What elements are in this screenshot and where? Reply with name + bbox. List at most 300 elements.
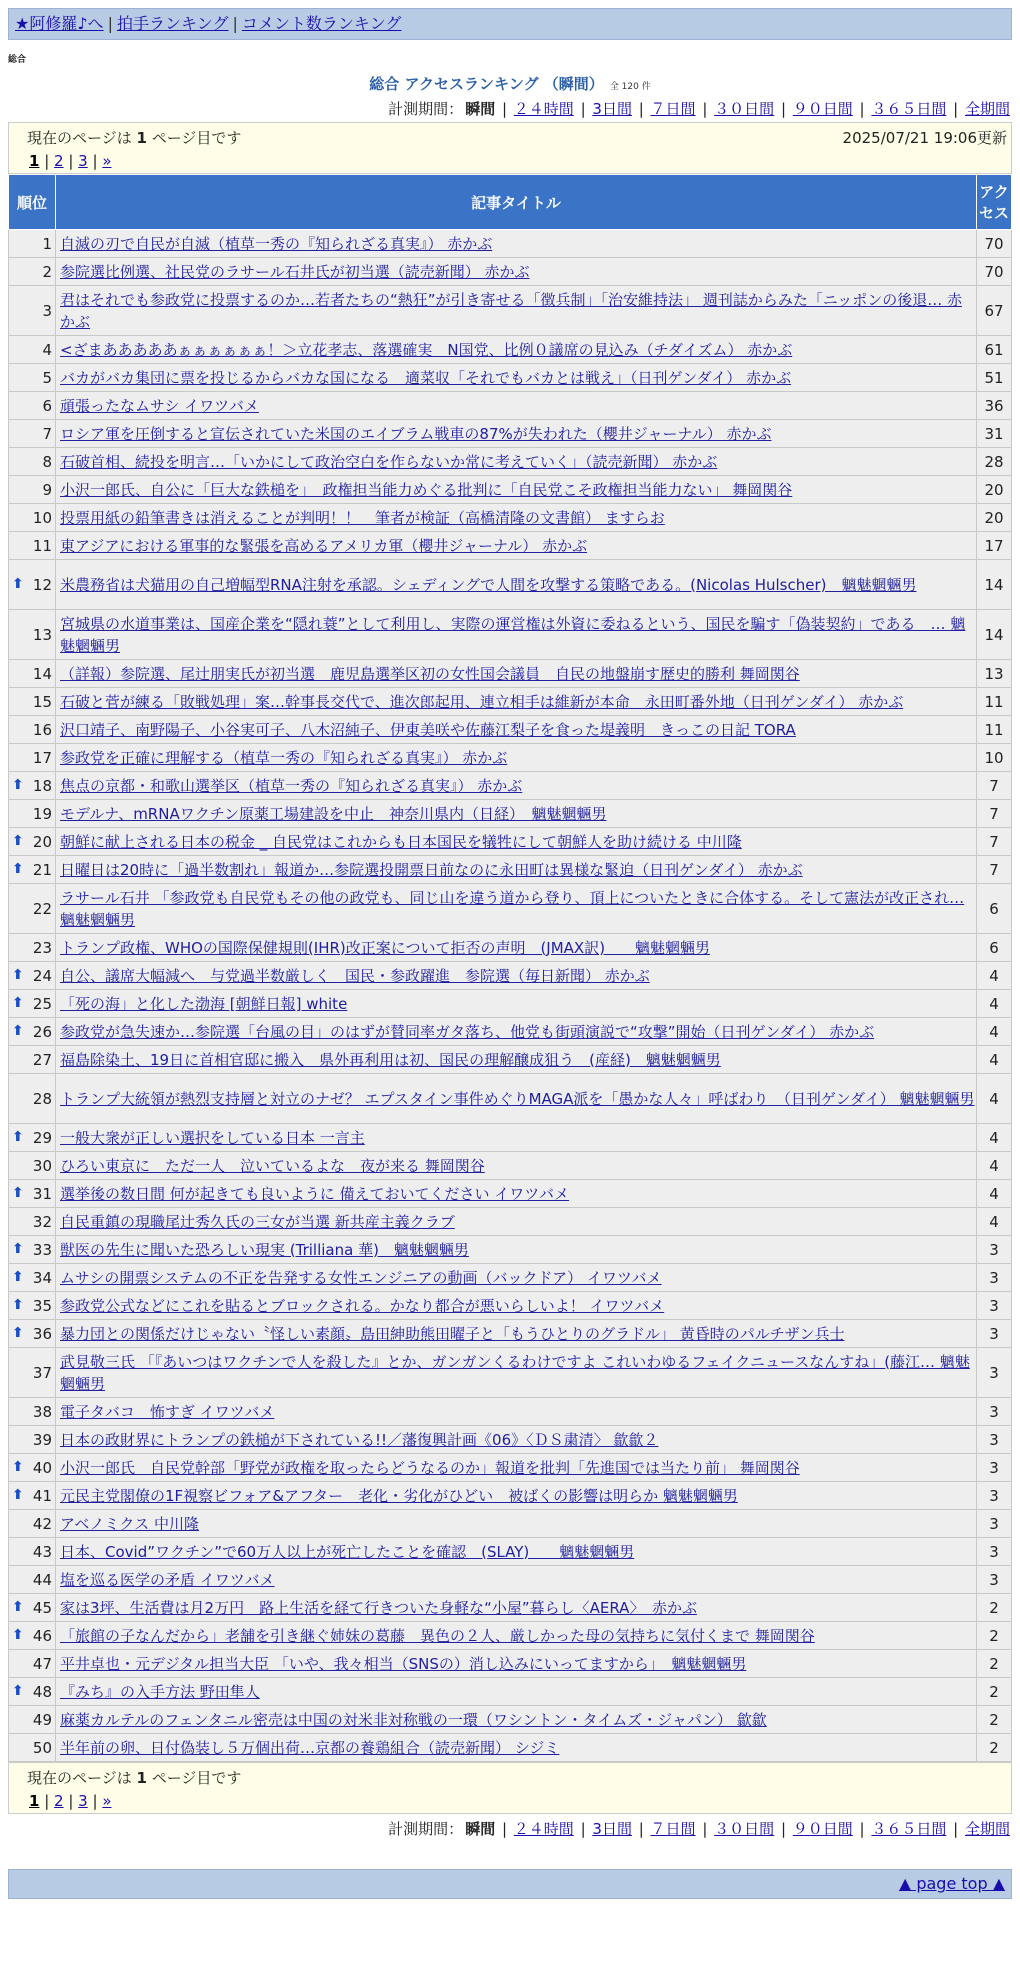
next-page-link[interactable]: »: [102, 152, 112, 170]
rank-cell: [9, 884, 56, 934]
rank-up-arrow-icon: ⬆: [12, 1296, 24, 1313]
article-link[interactable]: 日本の政財界にトランプの鉄槌が下されている!!／藩復興計画《06》〈ＤＳ粛清〉 歙歙２: [60, 1430, 659, 1449]
article-link[interactable]: 平井卓也・元デジタル担当大臣 「いや、我々相当（SNSの）消し込みにいってますから」 魑魅魍魎男: [60, 1654, 747, 1673]
period-option[interactable]: ２４時間: [513, 100, 574, 118]
table-row: [9, 1706, 1012, 1734]
title-cell: [56, 1538, 977, 1566]
access-count: 17: [977, 532, 1012, 560]
article-link[interactable]: 石破首相、続投を明言…「いかにして政治空白を作らないか常に考えていく」（読売新聞） 赤かぶ: [60, 452, 718, 471]
period-option[interactable]: 全期間: [964, 100, 1010, 118]
table-row: [9, 1398, 1012, 1426]
title-cell: [56, 476, 977, 504]
access-count: 28: [977, 448, 1012, 476]
article-link[interactable]: 石破と菅が練る「敗戦処理」案…幹事長交代で、進次郎起用、連立相手は維新が本命 永田町番外地（日刊ゲンダイ） 赤かぶ: [60, 692, 904, 711]
access-count: 61: [977, 336, 1012, 364]
article-link[interactable]: 半年前の卵、日付偽装し５万個出荷…京都の養鶏組合（読売新聞） シジミ: [60, 1738, 560, 1757]
access-count: 4: [977, 1124, 1012, 1152]
rank-cell: [9, 420, 56, 448]
title-cell: [56, 1046, 977, 1074]
title-cell: [56, 1236, 977, 1264]
period-selector-top: 計測期間： 瞬間 | ２４時間 | 3日間 | ７日間 | ３０日間 | ９０日間 | ３６５日間 | 全期間: [388, 100, 1010, 118]
access-count: 3: [977, 1510, 1012, 1538]
access-count: 4: [977, 990, 1012, 1018]
table-row: [9, 1454, 1012, 1482]
article-link[interactable]: モデルナ、mRNAワクチン原薬工場建設を中止 神奈川県内（日経） 魑魅魍魎男: [60, 804, 607, 823]
rank-number: 23: [32, 938, 52, 957]
rank-cell: [9, 772, 56, 800]
table-row: [9, 610, 1012, 660]
ranking-table: [8, 174, 1012, 1762]
table-row: [9, 1566, 1012, 1594]
table-row: [9, 800, 1012, 828]
access-count: 3: [977, 1482, 1012, 1510]
article-link[interactable]: 米農務省は犬猫用の自己増幅型RNA注射を承認。シェディングで人間を攻撃する策略である。(Nicolas Hulscher) 魑魅魍魎男: [60, 575, 917, 594]
table-row: [9, 1320, 1012, 1348]
title-cell: [56, 1320, 977, 1348]
access-count: 7: [977, 772, 1012, 800]
article-link[interactable]: 朝鮮に献上される日本の税金 _ 自民党はこれからも日本国民を犠牲にして朝鮮人を助け続ける 中川隆: [60, 832, 742, 851]
rank-number: 39: [32, 1430, 52, 1449]
table-row: [9, 772, 1012, 800]
article-link[interactable]: ラサール石井 「参政党も自民党もその他の政党も、同じ山を違う道から登り、頂上についたときに合体する。そして憲法が改正され… 魑魅魍魎男: [60, 888, 965, 929]
title-cell: [56, 1292, 977, 1320]
rank-number: 36: [32, 1324, 52, 1343]
table-row: [9, 1348, 1012, 1398]
article-link[interactable]: 参政党公式などにこれを貼るとブロックされる。かなり都合が悪いらしいよ！ イワツバメ: [60, 1296, 665, 1315]
rank-cell: [9, 1018, 56, 1046]
page-link[interactable]: 1: [29, 1792, 40, 1810]
rank-cell: [9, 660, 56, 688]
period-option: 瞬間: [465, 100, 496, 118]
period-option[interactable]: ９０日間: [792, 1820, 853, 1838]
table-row: [9, 934, 1012, 962]
access-count: 10: [977, 744, 1012, 772]
rank-number: 12: [32, 575, 52, 594]
rank-number: 17: [32, 748, 52, 767]
access-count: 3: [977, 1454, 1012, 1482]
table-row: [9, 660, 1012, 688]
access-count: 4: [977, 1152, 1012, 1180]
period-label: 計測期間：: [388, 1820, 464, 1838]
access-count: 70: [977, 230, 1012, 258]
rank-number: 50: [32, 1738, 52, 1757]
rank-cell: [9, 962, 56, 990]
table-row: [9, 504, 1012, 532]
article-link[interactable]: トランプ政権、WHOの国際保健規則(IHR)改正案について拒否の声明 (JMAX訳) 魑魅魍魎男: [60, 938, 711, 957]
article-link[interactable]: ひろい東京に ただ一人 泣いているよな 夜が来る 舞岡関谷: [60, 1156, 485, 1175]
page-link[interactable]: 1: [29, 152, 40, 170]
rank-number: 14: [32, 664, 52, 683]
rank-number: 49: [32, 1710, 52, 1729]
rank-cell: [9, 1454, 56, 1482]
title-cell: [56, 884, 977, 934]
rank-cell: [9, 336, 56, 364]
footer-bar: [8, 1869, 1012, 1899]
rank-number: 3: [42, 301, 52, 320]
article-link[interactable]: 日曜日は20時に「過半数割れ」報道か…参院選投開票日前なのに永田町は異様な緊迫（日刊ゲンダイ） 赤かぶ: [60, 860, 803, 879]
page-title: 総合 アクセスランキング （瞬間）: [369, 75, 604, 93]
article-link[interactable]: 頑張ったなムサシ イワツバメ: [60, 396, 259, 415]
rank-up-arrow-icon: ⬆: [12, 860, 24, 877]
title-cell: [56, 286, 977, 336]
article-link[interactable]: 「旅館の子なんだから」老舗を引き継ぐ姉妹の葛藤 異色の２人、厳しかった母の気持ちに気付くまで 舞岡関谷: [60, 1626, 815, 1645]
pagination: 1 | 2 | 3 | »: [29, 152, 112, 170]
title-cell: [56, 1678, 977, 1706]
rank-number: 46: [32, 1626, 52, 1645]
title-header: 記事タイトル: [56, 175, 977, 230]
article-link[interactable]: 一般大衆が正しい選択をしている日本 一言主: [60, 1128, 365, 1147]
article-link[interactable]: 参政党が急失速か…参院選「台風の目」のはずが賛同率ガタ落ち、他党も街頭演説で“攻撃”開始（日刊ゲンダイ） 赤かぶ: [60, 1022, 875, 1041]
rank-cell: [9, 1348, 56, 1398]
access-count: 2: [977, 1594, 1012, 1622]
access-count: 2: [977, 1678, 1012, 1706]
rank-number: 11: [32, 536, 52, 555]
table-row: [9, 1650, 1012, 1678]
article-link[interactable]: 自公、議席大幅減へ 与党過半数厳しく 国民・参政躍進 参院選（毎日新聞） 赤かぶ: [60, 966, 650, 985]
pagination: 1 | 2 | 3 | »: [29, 1792, 112, 1810]
article-link[interactable]: 参政党を正確に理解する（植草一秀の『知られざる真実』） 赤かぶ: [60, 748, 508, 767]
table-row: [9, 1594, 1012, 1622]
access-count: 3: [977, 1566, 1012, 1594]
table-row: [9, 560, 1012, 610]
access-count: 6: [977, 884, 1012, 934]
table-row: [9, 1236, 1012, 1264]
period-option: 瞬間: [465, 1820, 496, 1838]
table-row: [9, 1734, 1012, 1762]
access-count: 3: [977, 1264, 1012, 1292]
title-cell: [56, 1594, 977, 1622]
rank-cell: [9, 1594, 56, 1622]
page-status: 現在のページは 1 ページ目です: [27, 1769, 242, 1787]
article-link[interactable]: 麻薬カルテルのフェンタニル密売は中国の対米非対称戦の一環（ワシントン・タイムズ・ジャパン） 歙歙: [60, 1710, 767, 1729]
access-count: 7: [977, 828, 1012, 856]
page-top-link[interactable]: ▲ page top ▲: [898, 1874, 1005, 1893]
page-link[interactable]: 3: [78, 1792, 88, 1810]
article-link[interactable]: 電子タバコ 怖すぎ イワツバメ: [60, 1402, 275, 1421]
rank-number: 15: [32, 692, 52, 711]
rank-cell: [9, 856, 56, 884]
title-cell: [56, 1264, 977, 1292]
title-cell: [56, 1454, 977, 1482]
nav-link-2[interactable]: コメント数ランキング: [241, 14, 402, 33]
rank-cell: [9, 1482, 56, 1510]
period-option[interactable]: 3日間: [592, 100, 632, 118]
rank-number: 25: [32, 994, 52, 1013]
period-option[interactable]: ３０日間: [714, 1820, 775, 1838]
article-link[interactable]: 塩を巡る医学の矛盾 イワツバメ: [60, 1570, 275, 1589]
table-row: [9, 364, 1012, 392]
access-count: 4: [977, 962, 1012, 990]
rank-cell: [9, 688, 56, 716]
title-cell: [56, 828, 977, 856]
rank-cell: [9, 1510, 56, 1538]
rank-cell: [9, 1426, 56, 1454]
table-row: [9, 1678, 1012, 1706]
title-cell: [56, 448, 977, 476]
article-link[interactable]: 選挙後の数日間 何が起きても良いように 備えておいてください イワツバメ: [60, 1184, 570, 1203]
period-option[interactable]: ３０日間: [714, 100, 775, 118]
access-count: 13: [977, 660, 1012, 688]
title-cell: [56, 856, 977, 884]
rank-number: 7: [42, 424, 52, 443]
rank-cell: [9, 828, 56, 856]
rank-cell: [9, 1124, 56, 1152]
title-cell: [56, 1180, 977, 1208]
rank-up-arrow-icon: ⬆: [12, 1486, 24, 1503]
article-link[interactable]: 投票用紙の鉛筆書きは消えることが判明！！ 筆者が検証（高橋清隆の文書館） ますらお: [60, 508, 665, 527]
table-row: [9, 258, 1012, 286]
period-option[interactable]: ２４時間: [513, 1820, 574, 1838]
period-option[interactable]: ３６５日間: [871, 100, 947, 118]
table-row: [9, 1292, 1012, 1320]
nav-link-0[interactable]: ★阿修羅♪へ: [15, 14, 104, 33]
article-link[interactable]: トランプ大統領が熱烈支持層と対立のナゼ？ エプスタイン事件めぐりMAGA派を「愚かな人々」呼ばわり （日刊ゲンダイ） 魑魅魍魎男: [60, 1089, 975, 1108]
table-row: [9, 1264, 1012, 1292]
article-link[interactable]: 焦点の京都・和歌山選挙区（植草一秀の『知られざる真実』） 赤かぶ: [60, 776, 523, 795]
rank-number: 9: [42, 480, 52, 499]
access-count: 3: [977, 1320, 1012, 1348]
article-link[interactable]: <ざまあああああぁぁぁぁぁぁ！＞立花孝志、落選確実 N国党、比例０議席の見込み（チダイズム） 赤かぶ: [60, 340, 793, 359]
article-link[interactable]: アベノミクス 中川隆: [60, 1514, 200, 1533]
table-row: [9, 744, 1012, 772]
access-count: 4: [977, 1074, 1012, 1124]
title-cell: [56, 800, 977, 828]
article-link[interactable]: 日本、Covid”ワクチン”で60万人以上が死亡したことを確認 (SLAY) 魑魅魍魎男: [60, 1542, 635, 1561]
rank-number: 40: [32, 1458, 52, 1477]
access-count: 7: [977, 800, 1012, 828]
table-row: [9, 420, 1012, 448]
title-cell: [56, 392, 977, 420]
table-row: [9, 962, 1012, 990]
access-count: 7: [977, 856, 1012, 884]
rank-cell: [9, 392, 56, 420]
access-count: 20: [977, 504, 1012, 532]
rank-cell: [9, 504, 56, 532]
rank-cell: [9, 1292, 56, 1320]
title-cell: [56, 1124, 977, 1152]
article-link[interactable]: 小沢一郎氏 自民党幹部「野党が政権を取ったらどうなるのか」報道を批判「先進国では当たり前」 舞岡関谷: [60, 1458, 800, 1477]
rank-up-arrow-icon: ⬆: [12, 1268, 24, 1285]
rank-cell: [9, 716, 56, 744]
title-cell: [56, 336, 977, 364]
rank-cell: [9, 230, 56, 258]
table-row: [9, 828, 1012, 856]
nav-separator: |: [107, 14, 113, 33]
title-cell: [56, 1706, 977, 1734]
title-cell: [56, 1426, 977, 1454]
rank-cell: [9, 1046, 56, 1074]
rank-number: 48: [32, 1682, 52, 1701]
period-option[interactable]: ９０日間: [792, 100, 853, 118]
article-link[interactable]: ロシア軍を圧倒すると宣伝されていた米国のエイブラム戦車の87%が失われた（櫻井ジャーナル） 赤かぶ: [60, 424, 772, 443]
rank-up-arrow-icon: ⬆: [12, 832, 24, 849]
access-count: 11: [977, 688, 1012, 716]
rank-number: 45: [32, 1598, 52, 1617]
title-cell: [56, 1566, 977, 1594]
period-selector-bottom: 計測期間： 瞬間 | ２４時間 | 3日間 | ７日間 | ３０日間 | ９０日間 | ３６５日間 | 全期間: [388, 1820, 1010, 1838]
rank-number: 42: [32, 1514, 52, 1533]
period-option[interactable]: 全期間: [964, 1820, 1010, 1838]
rank-number: 31: [32, 1184, 52, 1203]
article-link[interactable]: バカがバカ集団に票を投じるからバカな国になる 適菜収「それでもバカとは戦え」（日刊ゲンダイ） 赤かぶ: [60, 368, 792, 387]
title-cell: [56, 1734, 977, 1762]
title-cell: [56, 1152, 977, 1180]
page-link[interactable]: 2: [54, 1792, 64, 1810]
rank-cell: [9, 800, 56, 828]
rank-up-arrow-icon: ⬆: [12, 1682, 24, 1699]
article-link[interactable]: 『みち』の入手方法 野田隼人: [60, 1682, 260, 1701]
article-link[interactable]: ムサシの開票システムの不正を告発する女性エンジニアの動画（バックドア） イワツバメ: [60, 1268, 662, 1287]
rank-number: 41: [32, 1486, 52, 1505]
category-label: 総合: [8, 55, 27, 65]
title-cell: [56, 560, 977, 610]
rank-cell: [9, 1706, 56, 1734]
page-link[interactable]: 3: [78, 152, 88, 170]
period-option[interactable]: ３６５日間: [871, 1820, 947, 1838]
table-row: [9, 532, 1012, 560]
rank-number: 32: [32, 1212, 52, 1231]
article-link[interactable]: 自民重鎮の現職尾辻秀久氏の三女が当選 新共産主義クラブ: [60, 1212, 455, 1231]
table-row: [9, 476, 1012, 504]
rank-number: 33: [32, 1240, 52, 1259]
article-link[interactable]: 小沢一郎氏、自公に「巨大な鉄槌を」 政権担当能力めぐる批判に「自民党こそ政権担当能力ない」 舞岡関谷: [60, 480, 793, 499]
access-count: 6: [977, 934, 1012, 962]
table-row: [9, 230, 1012, 258]
title-cell: [56, 1398, 977, 1426]
table-row: [9, 716, 1012, 744]
rank-number: 34: [32, 1268, 52, 1287]
rank-number: 44: [32, 1570, 52, 1589]
rank-cell: [9, 1566, 56, 1594]
article-link[interactable]: 自滅の刃で自民が自滅（植草一秀の『知られざる真実』） 赤かぶ: [60, 234, 493, 253]
access-count: 70: [977, 258, 1012, 286]
title-cell: [56, 1208, 977, 1236]
rank-up-arrow-icon: ⬆: [12, 966, 24, 983]
rank-cell: [9, 532, 56, 560]
table-row: [9, 1152, 1012, 1180]
article-link[interactable]: 宮城県の水道事業は、国産企業を“隠れ蓑”として利用し、実際の運営権は外資に委ねるという、国民を騙す「偽装契約」である … 魑魅魍魎男: [60, 614, 966, 655]
rank-number: 47: [32, 1654, 52, 1673]
access-count: 36: [977, 392, 1012, 420]
article-link[interactable]: 暴力団との関係だけじゃない〝怪しい素顔〟島田紳助熊田曜子と「もうひとりのグラドル」 黄昏時のパルチザン兵士: [60, 1324, 845, 1343]
rank-cell: [9, 1650, 56, 1678]
rank-number: 38: [32, 1402, 52, 1421]
rank-cell: [9, 1398, 56, 1426]
period-option[interactable]: ７日間: [650, 1820, 696, 1838]
article-link[interactable]: 「死の海」と化した渤海 [朝鮮日報] white: [60, 994, 348, 1013]
rank-header: 順位: [9, 175, 56, 230]
table-row: [9, 1426, 1012, 1454]
table-row: [9, 688, 1012, 716]
rank-up-arrow-icon: ⬆: [12, 1598, 24, 1615]
title-cell: [56, 1482, 977, 1510]
rank-up-arrow-icon: ⬆: [12, 776, 24, 793]
article-link[interactable]: 元民主党閣僚の1F視察ビフォア&アフター 老化・劣化がひどい 被ばくの影響は明らか 魑魅魍魎男: [60, 1486, 738, 1505]
table-row: [9, 448, 1012, 476]
access-count: 4: [977, 1046, 1012, 1074]
article-link[interactable]: （詳報）参院選、尾辻朋実氏が初当選 鹿児島選挙区初の女性国会議員 自民の地盤崩す歴史的勝利 舞岡関谷: [60, 664, 800, 683]
period-option[interactable]: 3日間: [592, 1820, 632, 1838]
title-cell: [56, 990, 977, 1018]
rank-number: 27: [32, 1050, 52, 1069]
title-cell: [56, 258, 977, 286]
access-count: 14: [977, 610, 1012, 660]
access-count: 4: [977, 1180, 1012, 1208]
access-count: 31: [977, 420, 1012, 448]
title-cell: [56, 1018, 977, 1046]
table-row: [9, 392, 1012, 420]
rank-cell: [9, 1264, 56, 1292]
rank-cell: [9, 990, 56, 1018]
rank-cell: [9, 1734, 56, 1762]
rank-number: 19: [32, 804, 52, 823]
title-cell: [56, 934, 977, 962]
period-option[interactable]: ７日間: [650, 100, 696, 118]
table-row: [9, 1538, 1012, 1566]
rank-cell: [9, 1320, 56, 1348]
rank-number: 35: [32, 1296, 52, 1315]
rank-cell: [9, 610, 56, 660]
article-link[interactable]: 福島除染土、19日に首相官邸に搬入 県外再利用は初、国民の理解醸成狙う (産経) 魑魅魍魎男: [60, 1050, 721, 1069]
title-cell: [56, 1622, 977, 1650]
article-link[interactable]: 君はそれでも参政党に投票するのか…若者たちの“熱狂”が引き寄せる「徴兵制」「治安維持法」 週刊誌からみた「ニッポンの後退… 赤かぶ: [60, 290, 962, 331]
rank-number: 29: [32, 1128, 52, 1147]
title-cell: [56, 744, 977, 772]
rank-up-arrow-icon: ⬆: [12, 1240, 24, 1257]
next-page-link[interactable]: »: [102, 1792, 112, 1810]
title-cell: [56, 504, 977, 532]
rank-number: 13: [32, 625, 52, 644]
page-status: 現在のページは 1 ページ目です: [27, 129, 242, 147]
rank-cell: [9, 1074, 56, 1124]
rank-cell: [9, 1538, 56, 1566]
article-link[interactable]: 東アジアにおける軍事的な緊張を高めるアメリカ軍（櫻井ジャーナル） 赤かぶ: [60, 536, 588, 555]
article-link[interactable]: 武見敬三氏 「『あいつはワクチンで人を殺した』とか、ガンガンくるわけですよ これいわゆるフェイクニュースなんすね」(藤江… 魑魅魍魎男: [60, 1352, 970, 1393]
table-row: [9, 1482, 1012, 1510]
rank-cell: [9, 286, 56, 336]
period-label: 計測期間：: [388, 100, 464, 118]
rank-cell: [9, 1208, 56, 1236]
rank-cell: [9, 1236, 56, 1264]
article-link[interactable]: 家は3坪、生活費は月2万円 路上生活を経て行きついた身軽な“小屋”暮らし〈AERA〉 赤かぶ: [60, 1598, 697, 1617]
article-link[interactable]: 獣医の先生に聞いた恐ろしい現実 (Trilliana 華) 魑魅魍魎男: [60, 1240, 469, 1259]
table-row: [9, 286, 1012, 336]
page-link[interactable]: 2: [54, 152, 64, 170]
title-cell: [56, 688, 977, 716]
rank-cell: [9, 448, 56, 476]
rank-number: 43: [32, 1542, 52, 1561]
article-link[interactable]: 参院選比例選、社民党のラサール石井氏が初当選（読売新聞） 赤かぶ: [60, 262, 530, 281]
access-count: 51: [977, 364, 1012, 392]
rank-up-arrow-icon: ⬆: [12, 1184, 24, 1201]
table-row: [9, 1622, 1012, 1650]
article-link[interactable]: 沢口靖子、南野陽子、小谷実可子、八木沼純子、伊東美咲や佐藤江梨子を食った堤義明 きっこの日記 TORA: [60, 720, 796, 739]
access-count: 3: [977, 1538, 1012, 1566]
rank-cell: [9, 258, 56, 286]
pagination-box-bottom: [8, 1762, 1012, 1814]
access-count: 2: [977, 1622, 1012, 1650]
access-count: 3: [977, 1426, 1012, 1454]
updated-timestamp: 2025/07/21 19:06更新: [842, 129, 1007, 147]
pagination-box-top: [8, 122, 1012, 174]
title-cell: [56, 772, 977, 800]
access-count: 3: [977, 1236, 1012, 1264]
nav-link-1[interactable]: 拍手ランキング: [116, 14, 229, 33]
access-count: 3: [977, 1398, 1012, 1426]
rank-number: 28: [32, 1089, 52, 1108]
table-row: [9, 1018, 1012, 1046]
rank-cell: [9, 1622, 56, 1650]
